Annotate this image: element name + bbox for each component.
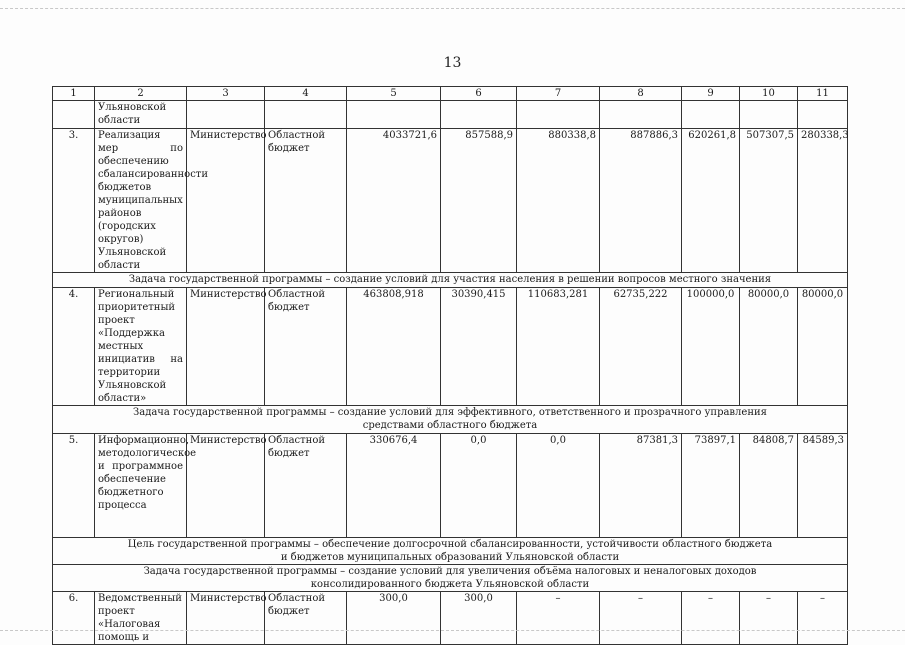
- row-source: Областной бюджет: [265, 592, 347, 645]
- task-heading: [53, 406, 848, 434]
- row-value: 0,0: [517, 434, 600, 538]
- column-number-row: [53, 87, 848, 101]
- row-value: 80000,0: [740, 288, 798, 406]
- goal-line: и бюджетов муниципальных образований Ульяновской области: [280, 552, 620, 563]
- row-executor: Министерство: [187, 288, 265, 406]
- row-value: 30390,415: [441, 288, 517, 406]
- task-heading: [53, 565, 848, 592]
- row-value: –: [682, 592, 740, 645]
- column-header: 4: [265, 87, 347, 101]
- row-value: –: [517, 592, 600, 645]
- row-value: 300,0: [347, 592, 441, 645]
- row-name: Региональный приоритетный проект «Поддержка местных инициатив на территории Ульяновской области»: [95, 288, 187, 406]
- row-value: 100000,0: [682, 288, 740, 406]
- table-row: [53, 288, 848, 406]
- row-value: 887886,3: [600, 129, 682, 273]
- row-name: Информационно, методологическое и программное обеспечение бюджетного процесса: [95, 434, 187, 538]
- row-value: –: [740, 592, 798, 645]
- row-value: 507307,5: [740, 129, 798, 273]
- column-header: 8: [600, 87, 682, 101]
- row-value: –: [798, 592, 848, 645]
- task-line: Задача государственной программы – создание условий для увеличения объёма налоговых и неналоговых доходов: [143, 566, 757, 577]
- row-value: 300,0: [441, 592, 517, 645]
- scan-bottom-edge: [0, 630, 905, 631]
- goal-line: Цель государственной программы – обеспечение долгосрочной сбалансированности, устойчивости областного бюджета: [127, 539, 773, 550]
- task-row: [53, 406, 848, 434]
- row-number: 5.: [53, 434, 95, 538]
- row-value: 880338,8: [517, 129, 600, 273]
- column-header: 3: [187, 87, 265, 101]
- budget-table: [52, 86, 848, 645]
- table-row-continued: [53, 101, 848, 129]
- row-value: 620261,8: [682, 129, 740, 273]
- task-line: Задача государственной программы – создание условий для эффективного, ответственного и прозрачного управления: [133, 407, 767, 418]
- table-row: [53, 129, 848, 273]
- row-value: 87381,3: [600, 434, 682, 538]
- scan-top-edge: [0, 8, 905, 9]
- column-header: 9: [682, 87, 740, 101]
- row-value: 857588,9: [441, 129, 517, 273]
- table-row: [53, 434, 848, 538]
- row-value: 0,0: [441, 434, 517, 538]
- column-header: 10: [740, 87, 798, 101]
- row-executor: Министерство: [187, 434, 265, 538]
- row-value: 280338,3: [798, 129, 848, 273]
- row-name: Ведомственный проект «Налоговая помощь и: [95, 592, 187, 645]
- row-value: 84589,3: [798, 434, 848, 538]
- task-row: [53, 565, 848, 592]
- column-header: 11: [798, 87, 848, 101]
- column-header: 5: [347, 87, 441, 101]
- row-number: 6.: [53, 592, 95, 645]
- column-header: 1: [53, 87, 95, 101]
- page-number: 13: [443, 55, 462, 71]
- row-value: –: [600, 592, 682, 645]
- row-name: Реализация мер по обеспечению сбалансированности бюджетов муниципальных районов (городских округов) Ульяновской области: [95, 129, 187, 273]
- row-value: 80000,0: [798, 288, 848, 406]
- table-row: [53, 592, 848, 645]
- column-header: 6: [441, 87, 517, 101]
- row-executor: Министерство: [187, 129, 265, 273]
- task-line: консолидированного бюджета Ульяновской области: [310, 579, 590, 590]
- row-value: 4033721,6: [347, 129, 441, 273]
- row-value: 110683,281: [517, 288, 600, 406]
- task-row: [53, 273, 848, 288]
- row-number: 3.: [53, 129, 95, 273]
- row-value: 463808,918: [347, 288, 441, 406]
- row-value: 330676,4: [347, 434, 441, 538]
- row-executor: Министерство: [187, 592, 265, 645]
- goal-row: [53, 538, 848, 565]
- row-value: 84808,7: [740, 434, 798, 538]
- row-source: Областной бюджет: [265, 434, 347, 538]
- row-source: Областной бюджет: [265, 288, 347, 406]
- column-header: 2: [95, 87, 187, 101]
- row-value: 73897,1: [682, 434, 740, 538]
- task-heading: Задача государственной программы – создание условий для участия населения в решении вопросов местного значения: [53, 273, 848, 288]
- task-line: средствами областного бюджета: [362, 420, 538, 431]
- row-value: 62735,222: [600, 288, 682, 406]
- row-name: Ульяновской области: [95, 101, 187, 129]
- goal-heading: [53, 538, 848, 565]
- row-number: 4.: [53, 288, 95, 406]
- row-source: Областной бюджет: [265, 129, 347, 273]
- column-header: 7: [517, 87, 600, 101]
